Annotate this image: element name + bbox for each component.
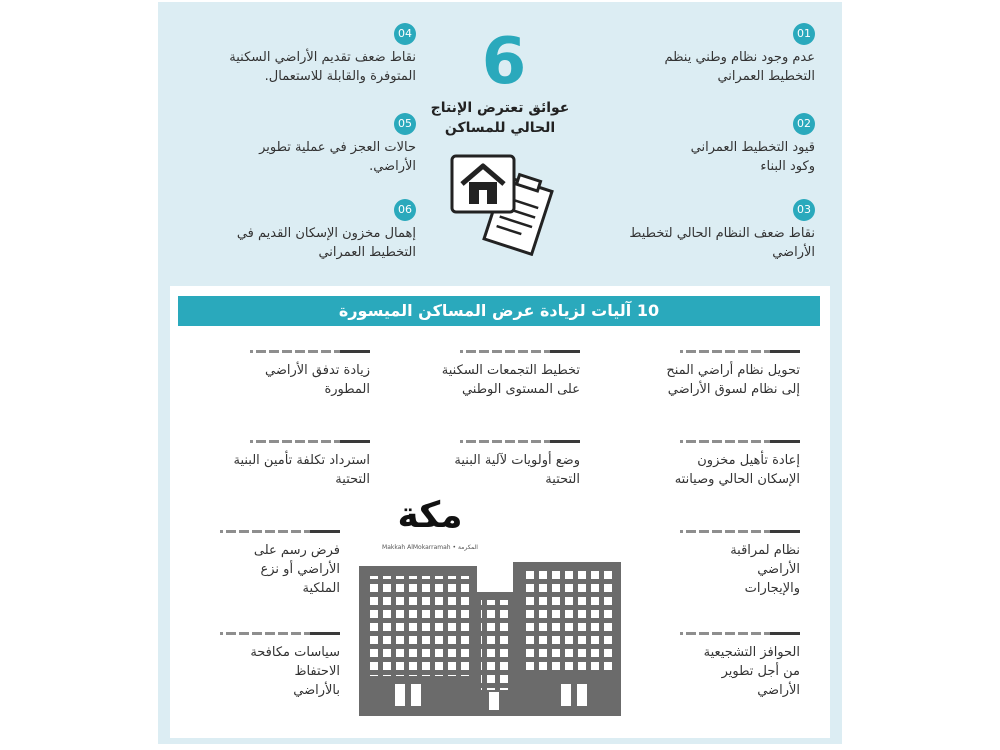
obstacle-number-6: 06 xyxy=(394,199,416,221)
obstacle-item-6 xyxy=(188,198,416,262)
obstacle-text-4: نقاط ضعف تقديم الأراضي السكنية المتوفرة والقابلة للاستعمال. xyxy=(229,50,416,84)
obstacle-item-2 xyxy=(585,112,815,176)
obstacles-title: عوائق تعترض الإنتاج الحالي للمساكن xyxy=(430,100,570,136)
mechanism-item-7 xyxy=(620,530,800,598)
obstacle-text-5: حالات العجز في عملية تطوير الأراضي. xyxy=(259,140,416,174)
obstacle-number-5: 05 xyxy=(394,113,416,135)
mechanism-text-5: وضع أولويات لآلية البنية التحتية xyxy=(454,453,580,487)
obstacle-item-1 xyxy=(585,22,815,86)
obstacle-number-4: 04 xyxy=(394,23,416,45)
divider xyxy=(220,632,340,635)
makkah-logo-subtitle: Makkah AlMokarramah • المكرمة xyxy=(382,544,478,551)
mechanism-item-4 xyxy=(620,440,800,489)
divider xyxy=(680,440,800,443)
mechanisms-banner: 10 آليات لزيادة عرض المساكن الميسورة xyxy=(178,296,820,326)
house-clipboard-icon xyxy=(448,152,562,256)
mechanism-text-8: فرض رسم على الأراضي أو نزع الملكية xyxy=(253,543,340,596)
obstacle-item-3 xyxy=(585,198,815,262)
divider xyxy=(250,350,370,353)
obstacle-text-3: نقاط ضعف النظام الحالي لتخطيط الأراضي xyxy=(629,226,815,260)
mechanism-text-6: استرداد تكلفة تأمين البنية التحتية xyxy=(233,453,370,487)
mechanism-item-10 xyxy=(190,632,340,700)
makkah-logo: مكة xyxy=(397,495,463,536)
divider xyxy=(220,530,340,533)
mechanism-item-3 xyxy=(190,350,370,399)
mechanism-text-4: إعادة تأهيل مخزون الإسكان الحالي وصيانته xyxy=(674,453,800,487)
obstacle-number-2: 02 xyxy=(793,113,815,135)
mechanism-item-2 xyxy=(400,350,580,399)
mechanism-item-9 xyxy=(620,632,800,700)
obstacle-text-2: قيود التخطيط العمراني وكود البناء xyxy=(690,140,815,174)
mechanism-text-1: تحويل نظام أراضي المنح إلى نظام لسوق الأراضي xyxy=(666,363,800,397)
divider xyxy=(680,350,800,353)
obstacle-number-3: 03 xyxy=(793,199,815,221)
mechanism-text-7: نظام لمراقبة الأراضي والإيجارات xyxy=(730,543,800,596)
obstacle-item-5 xyxy=(188,112,416,176)
mechanism-text-2: تخطيط التجمعات السكنية على المستوى الوطني xyxy=(441,363,580,397)
divider xyxy=(460,350,580,353)
obstacle-text-6: إهمال مخزون الإسكان القديم في التخطيط العمراني xyxy=(236,226,416,260)
obstacle-item-4 xyxy=(188,22,416,86)
mechanism-text-3: زيادة تدفق الأراضي المطورة xyxy=(264,363,370,397)
divider xyxy=(250,440,370,443)
obstacles-count: 6 xyxy=(481,25,527,99)
divider xyxy=(680,530,800,533)
mechanism-item-1 xyxy=(620,350,800,399)
obstacle-number-1: 01 xyxy=(793,23,815,45)
mechanism-text-9: الحوافز التشجيعية من أجل تطوير الأراضي xyxy=(703,645,800,698)
divider xyxy=(460,440,580,443)
obstacle-text-1: عدم وجود نظام وطني ينظم التخطيط العمراني xyxy=(664,50,815,84)
mechanism-item-8 xyxy=(190,530,340,598)
building-illustration xyxy=(355,556,623,716)
mechanism-item-6 xyxy=(190,440,370,489)
mechanism-text-10: سياسات مكافحة الاحتفاظ بالأراضي xyxy=(250,645,340,698)
mechanism-item-5 xyxy=(400,440,580,489)
divider xyxy=(680,632,800,635)
